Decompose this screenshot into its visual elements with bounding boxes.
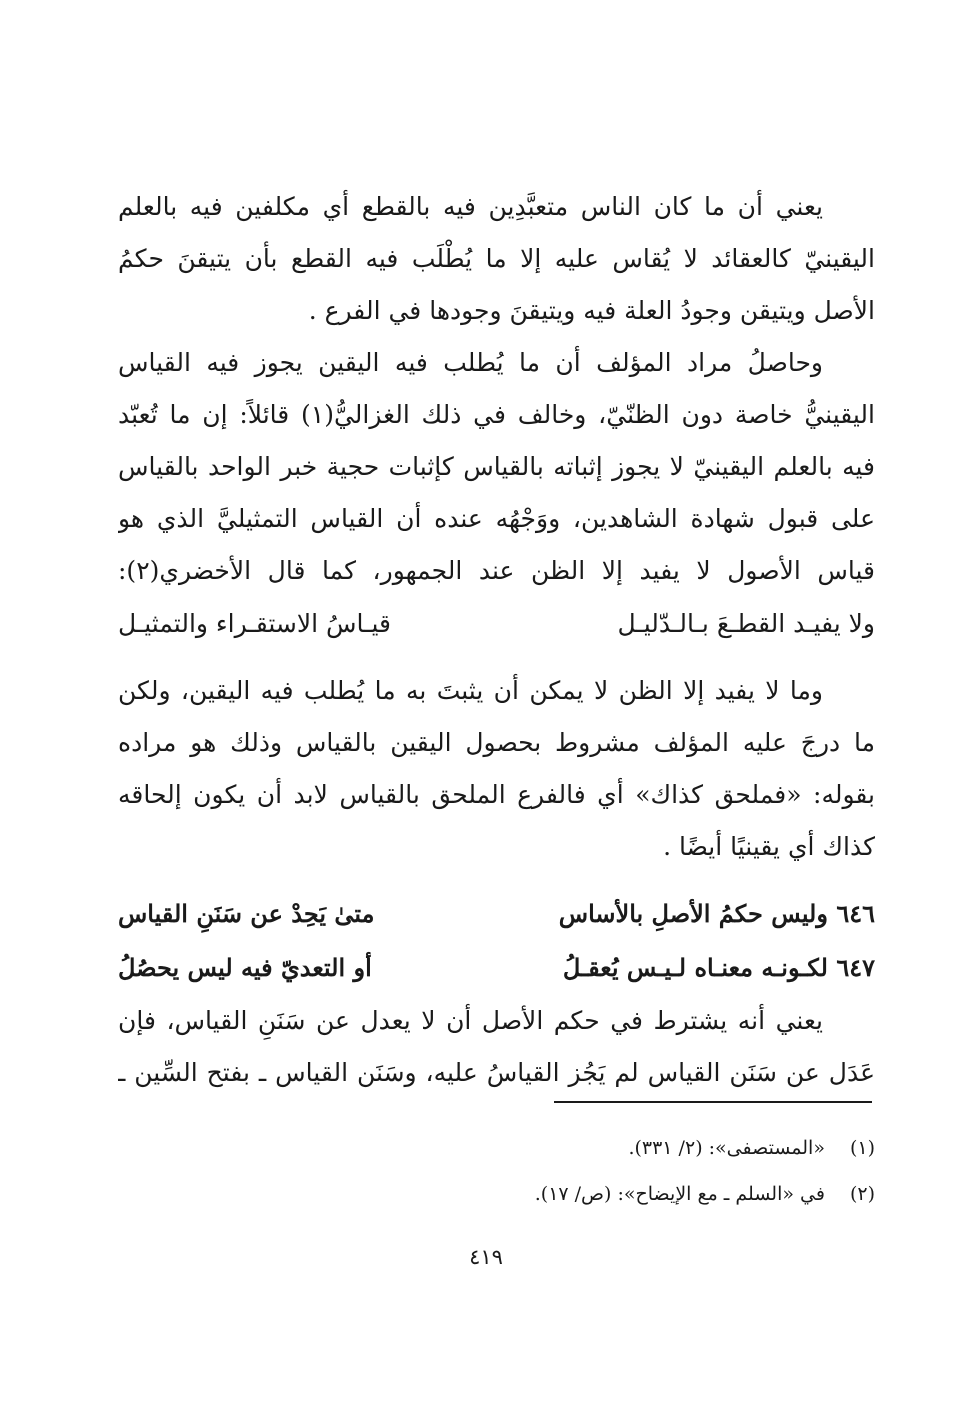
page-number: ٤١٩ bbox=[469, 1245, 503, 1269]
paragraph-line: كذاك أي يقينيًا أيضًا . bbox=[663, 832, 875, 861]
verse-line bbox=[118, 597, 875, 651]
paragraph-line: يعني أنه يشترط في حكم الأصل أن لا يعدل عن سَنَنِ القياس، فإن bbox=[118, 1006, 823, 1035]
footnotes bbox=[118, 1125, 875, 1217]
paragraph-line: يعني أن ما كان الناس متعبَّدِين فيه بالقطع أي مكلفين فيه بالعلم bbox=[118, 192, 823, 221]
paragraph-line: وحاصلُ مراد المؤلف أن ما يُطلب فيه اليقين يجوز فيه القياس bbox=[118, 348, 823, 377]
verse-second-hemistich: قيـاسُ الاستقـراء والتمثيـل bbox=[118, 609, 391, 638]
footnote bbox=[118, 1125, 875, 1171]
paragraph-line: اليقينيّ كالعقائد لا يُقاس عليه إلا ما يُطْلَب فيه القطع بأن يتيقنَ حكمُ bbox=[118, 244, 875, 273]
verse-first-hemistich: ٦٤٧ لكـونـه معنـاه لـيـس يُعقـلُ bbox=[562, 953, 875, 982]
paragraph-line: اليقينيُّ خاصة دون الظنّيّ، وخالف في ذلك الغزاليُّ(١) قائلاً: إن ما تُعبّد bbox=[118, 400, 875, 429]
paragraph-line: فيه بالعلم اليقينيّ لا يجوز إثباته بالقياس كإثبات حجية خبر الواحد بالقياس bbox=[118, 452, 875, 481]
paragraph-line: قياس الأصول لا يفيد إلا الظن عند الجمهور، كما قال الأخضري(٢): bbox=[118, 556, 875, 585]
paragraph-line: بقوله: «فملحق كذاك» أي فالفرع الملحق بالقياس لابد أن يكون إلحاقه bbox=[118, 780, 875, 809]
footnote-number: (٢) bbox=[849, 1183, 875, 1205]
main-text bbox=[118, 181, 875, 1099]
footnote-text: «المستصفى»: (٢/ ٣٣١). bbox=[628, 1137, 825, 1159]
verse-first-hemistich: ولا يفيـد القطـعَ بـالـدّليـل bbox=[617, 609, 875, 638]
paragraph-line: وما لا يفيد إلا الظن لا يمكن أن يثبتَ به ما يُطلب فيه اليقين، ولكن bbox=[118, 676, 823, 705]
paragraph-line: على قبول شهادة الشاهدين، ووَجْهُه عنده أن القياس التمثيليَّ الذي هو bbox=[118, 504, 875, 533]
footnote-text: في «السلم ـ مع الإيضاح»: (ص/ ١٧). bbox=[534, 1183, 825, 1205]
verse-646 bbox=[118, 887, 875, 941]
paragraph-line: الأصل ويتيقن وجودُ العلة فيه ويتيقنَ وجودها في الفرع . bbox=[308, 296, 875, 325]
footnote-separator bbox=[554, 1101, 872, 1103]
verse-647 bbox=[118, 941, 875, 995]
verse-first-hemistich: ٦٤٦ وليس حكمُ الأصلِ بالأساس bbox=[558, 899, 875, 928]
verse-second-hemistich: متىٰ يَحِدْ عن سَنَنِ القياس bbox=[118, 899, 375, 928]
paragraph-line: عَدَل عن سَنَن القياس لم يَجُز القياسُ عليه، وسَنَن القياس ـ بفتح السِّين ـ bbox=[118, 1058, 875, 1087]
footnote bbox=[118, 1171, 875, 1217]
verse-second-hemistich: أو التعديّ فيه ليس يحصُلُ bbox=[118, 953, 372, 982]
paragraph-line: ما درجَ عليه المؤلف مشروط بحصول اليقين بالقياس وذلك هو مراده bbox=[118, 728, 875, 757]
footnote-number: (١) bbox=[849, 1137, 875, 1159]
